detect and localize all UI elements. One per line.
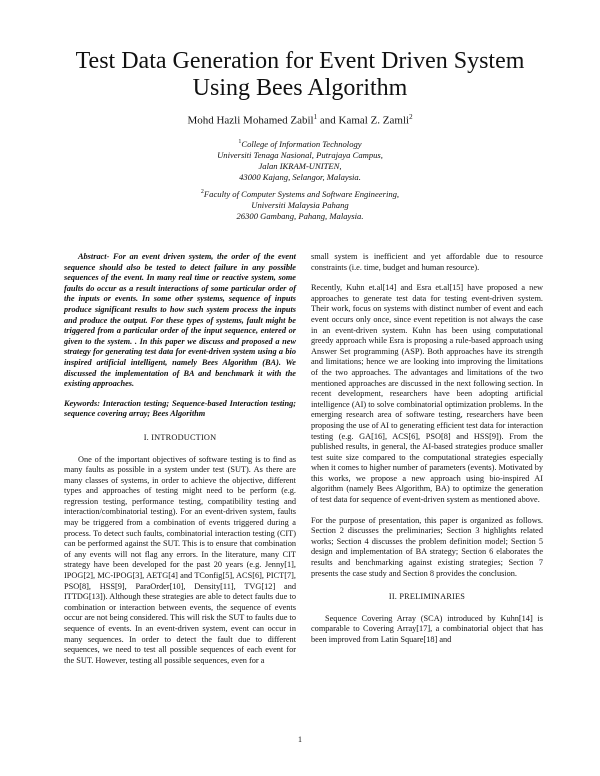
affiliation-1 [100,137,500,183]
title-line-2: Using Bees Algorithm [192,75,408,101]
affiliation-1-line: 43000 Kajang, Selangor, Malaysia. [239,171,361,182]
affiliation-2-line: 26300 Gambang, Pahang, Malaysia. [236,210,364,221]
paper-title [40,48,560,102]
left-column [64,252,296,666]
author-separator: and [317,114,339,127]
body-paragraph: small system is inefficient and yet affordable due to resource constraints (i.e. time, budget and human resource). [311,252,543,272]
section-heading-introduction: I. INTRODUCTION [143,432,217,442]
page-number: 1 [298,735,302,744]
affiliation-1-line: Universiti Tenaga Nasional, Putrajaya Campus, [217,149,383,160]
author-1: Mohd Hazli Mohamed Zabil [187,114,314,127]
author-line [40,113,560,127]
introduction-paragraph: One of the important objectives of software testing is to find as many faults as possible in a system under test (SUT). As there are many classes of systems, in order to achieve the objective, different types and approaches of testing might need to be perform (e.g. regression testing, performance testing, compatibility testing and interaction/combinatorial testing). For an event-driven system, faults may be triggered from a combination of events triggered during a process. To detect such faults, combinatorial interaction testing (CIT) can be performed against the SUT. This is to ensure that combination of any events will not flag any errors. In the literature, many CIT strategy have been developed for the past 20 years (e.g. Jenny[1], IPOG[2], MC-IPOG[3], AETG[4] and TConfig[5], ACS[6], PICT[7], PSO[8], HSS[9], ParaOrder[10], Density[11], TVG[12] and ITTDG[13]). Although these strategies are able to detect faults due to combination or interaction between events, the sequence of events occur are not being considered. This will risk the SUT to faults due to sequence of events. In an event-driven system, event can occur in many sequences. In order to detect the fault due to different sequences, we need to test all possible sequences of each event for the SUT. However, testing all possible sequences, even for a [64,454,296,665]
author-1-affil-mark: 1 [313,113,318,121]
affiliation-1-line: College of Information Technology [241,138,362,149]
author-2-affil-mark: 2 [409,113,413,121]
keywords: Keywords: Interaction testing; Sequence-based Interaction testing; sequence covering array; Bees Algorithm [64,398,296,419]
body-paragraph: Recently, Kuhn et.al[14] and Esra et.al[15] have proposed a new approaches to generate test data for testing event-driven system. Their work, focus on systems with distinct number of event and each event occurs only once, since event repetition is not always the case in an event-driven system. Kuhn has been using computational greedy approach while Esra is proposing a rule-based approach using Answer Set programming (ASP). Both approaches have its strength and limitations; hence we are looking into improving the limitations of the two approaches. The advantages and limitations of the two mentioned approaches are discussed in the next following section. In recent development, researchers have been adopting artificial intelligence (AI) to solve combinatorial optimization problems. In the emerging research area of software testing, researchers have been proposing the use of AI to generating efficient test data for interaction testing (e.g. GA[16], ACS[6], PSO[8] and HSS[9]). From the published results, in general, the AI-based strategies produce smaller test suite size compared to the computational strategies especially when it comes to higher number of parameters (events). Motivated by this works, we propose a new approach using bio-inspired AI algorithm (namely Bees Algorithm, BA) to optimize the generation of test data for sequence of event-driven system as mentioned above. [311,283,544,505]
abstract: Abstract- For an event driven system, the order of the event sequence should also be tested to detect failure in any possible sequences of the event. In many real time or reactive system, some faults do occur as a result interactions of some particular order of the inputs or events. In some other systems, sequence of inputs produce significant results to how such system process the inputs and produce the output. For these types of systems, fault might be triggered from a particular order of the input sequence, entered or given to the system. . In this paper we discuss and proposed a new strategy for generating test data for event-driven system using a bio inspired artificial intelligent, namely Bees Algorithm (BA). We discussed the implementation of BA and benchmark it with the existing approaches. [64,252,296,389]
section-heading-preliminaries: II. PRELIMINARIES [388,592,466,602]
body-paragraph: For the purpose of presentation, this paper is organized as follows. Section 2 discusses the preliminaries; Section 3 highlights related works; Section 4 discusses the problem definition model; Section 5 design and implementation of BA strategy; Section 6 elaborates the results and benchmarking against existing strategies; Section 7 presents the case study and Section 8 provides the conclusion. [311,515,543,578]
title-line-1: Test Data Generation for Event Driven System [75,48,525,74]
right-column [311,252,543,646]
affiliation-2 [100,187,500,222]
affiliation-2-line: Faculty of Computer Systems and Software Engineering, [203,188,400,199]
body-paragraph: Sequence Covering Array (SCA) introduced by Kuhn[14] is comparable to Covering Array[17], a combinatorial object that has been improved from Latin Square[18] and [311,613,543,644]
author-2: Kamal Z. Zamli [338,114,410,127]
affiliation-2-mark: 2 [200,189,204,195]
affiliation-1-mark: 1 [238,139,242,145]
affiliation-1-line: Jalan IKRAM-UNITEN, [258,160,342,171]
affiliation-2-line: Universiti Malaysia Pahang [251,199,349,210]
